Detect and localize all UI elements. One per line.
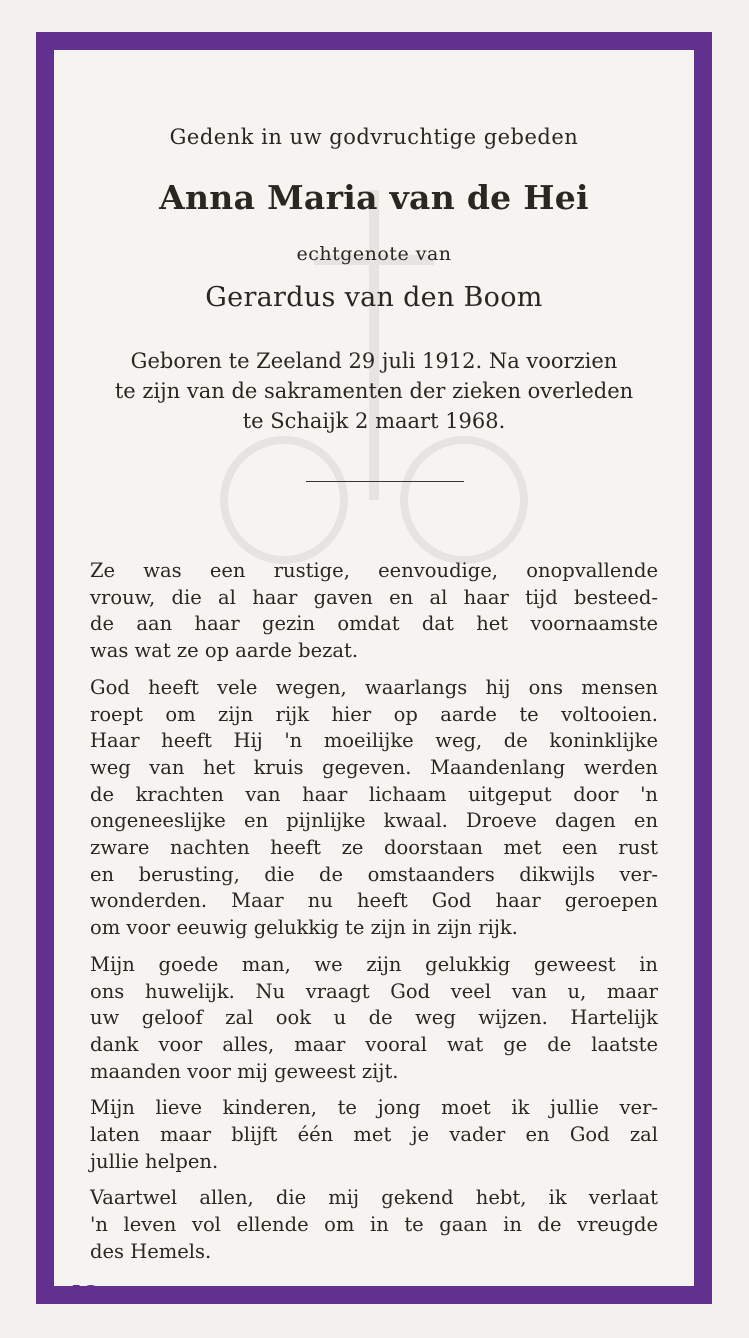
- text-line: 'n leven vol ellende om in te gaan in de vreugde: [90, 1213, 658, 1237]
- text-line: en berusting, die de omstaanders dikwijls ver-: [90, 862, 658, 886]
- text-line: God heeft vele wegen, waarlangs hij ons mensen: [90, 675, 658, 699]
- text-line: Haar heeft Hij 'n moeilijke weg, de koninklijke: [90, 729, 658, 753]
- dates-line: Geboren te Zeeland 29 juli 1912. Na voorzien: [130, 349, 618, 373]
- text-line: dank voor alles, maar vooral wat ge de laatste: [90, 1032, 658, 1056]
- memorial-paragraph: [90, 1095, 658, 1175]
- text-line: Mijn goede man, we zijn gelukkig geweest in: [90, 952, 658, 976]
- card-code: L2: [72, 1282, 100, 1303]
- text-line: laten maar blijft één met je vader en God zal: [90, 1123, 658, 1147]
- text-line: roept om zijn rijk hier op aarde te voltooien.: [90, 702, 658, 726]
- text-line: wonderden. Maar nu heeft God haar geroepen: [90, 889, 658, 913]
- text-line: jullie helpen.: [90, 1149, 219, 1173]
- spouse-label: echtgenote van: [296, 243, 452, 265]
- text-line: uw geloof zal ook u de weg wijzen. Hartelijk: [90, 1006, 658, 1030]
- text-line: de krachten van haar lichaam uitgeput door 'n: [90, 782, 658, 806]
- text-line: ongeneeslijke en pijnlijke kwaal. Droeve dagen en: [90, 809, 658, 833]
- dates-line: te Schaijk 2 maart 1968.: [242, 409, 506, 433]
- text-line: Mijn lieve kinderen, te jong moet ik jullie ver-: [90, 1096, 658, 1120]
- text-line: vrouw, die al haar gaven en al haar tijd besteed-: [90, 585, 658, 609]
- memorial-paragraph: [90, 1185, 658, 1265]
- memorial-paragraph: [90, 952, 658, 1086]
- text-line: Vaartwel allen, die mij gekend hebt, ik verlaat: [90, 1186, 658, 1210]
- memorial-text: [90, 558, 658, 1276]
- memorial-paragraph: [90, 558, 658, 665]
- text-line: Ze was een rustige, eenvoudige, onopvallende: [90, 559, 658, 582]
- text-line: zware nachten heeft ze doorstaan met een rust: [90, 836, 658, 860]
- intro-line: Gedenk in uw godvruchtige gebeden: [169, 125, 579, 149]
- purple-border-frame: [36, 32, 712, 1304]
- text-line: de aan haar gezin omdat dat het voornaamste: [90, 612, 658, 636]
- text-line: maanden voor mij geweest zijt.: [90, 1059, 399, 1083]
- birth-death-dates: [90, 346, 658, 436]
- text-line: ons huwelijk. Nu vraagt God veel van u, maar: [90, 979, 658, 1003]
- text-line: des Hemels.: [90, 1239, 212, 1263]
- text-line: weg van het kruis gegeven. Maandenlang werden: [90, 755, 658, 779]
- text-line: was wat ze op aarde bezat.: [90, 639, 359, 663]
- divider-rule: [306, 481, 464, 482]
- memorial-paragraph: [90, 675, 658, 942]
- spouse-name: Gerardus van den Boom: [205, 282, 543, 313]
- text-line: om voor eeuwig gelukkig te zijn in zijn rijk.: [90, 916, 518, 940]
- dates-line: te zijn van de sakramenten der zieken overleden: [114, 379, 634, 403]
- deceased-name: Anna Maria van de Hei: [159, 178, 589, 217]
